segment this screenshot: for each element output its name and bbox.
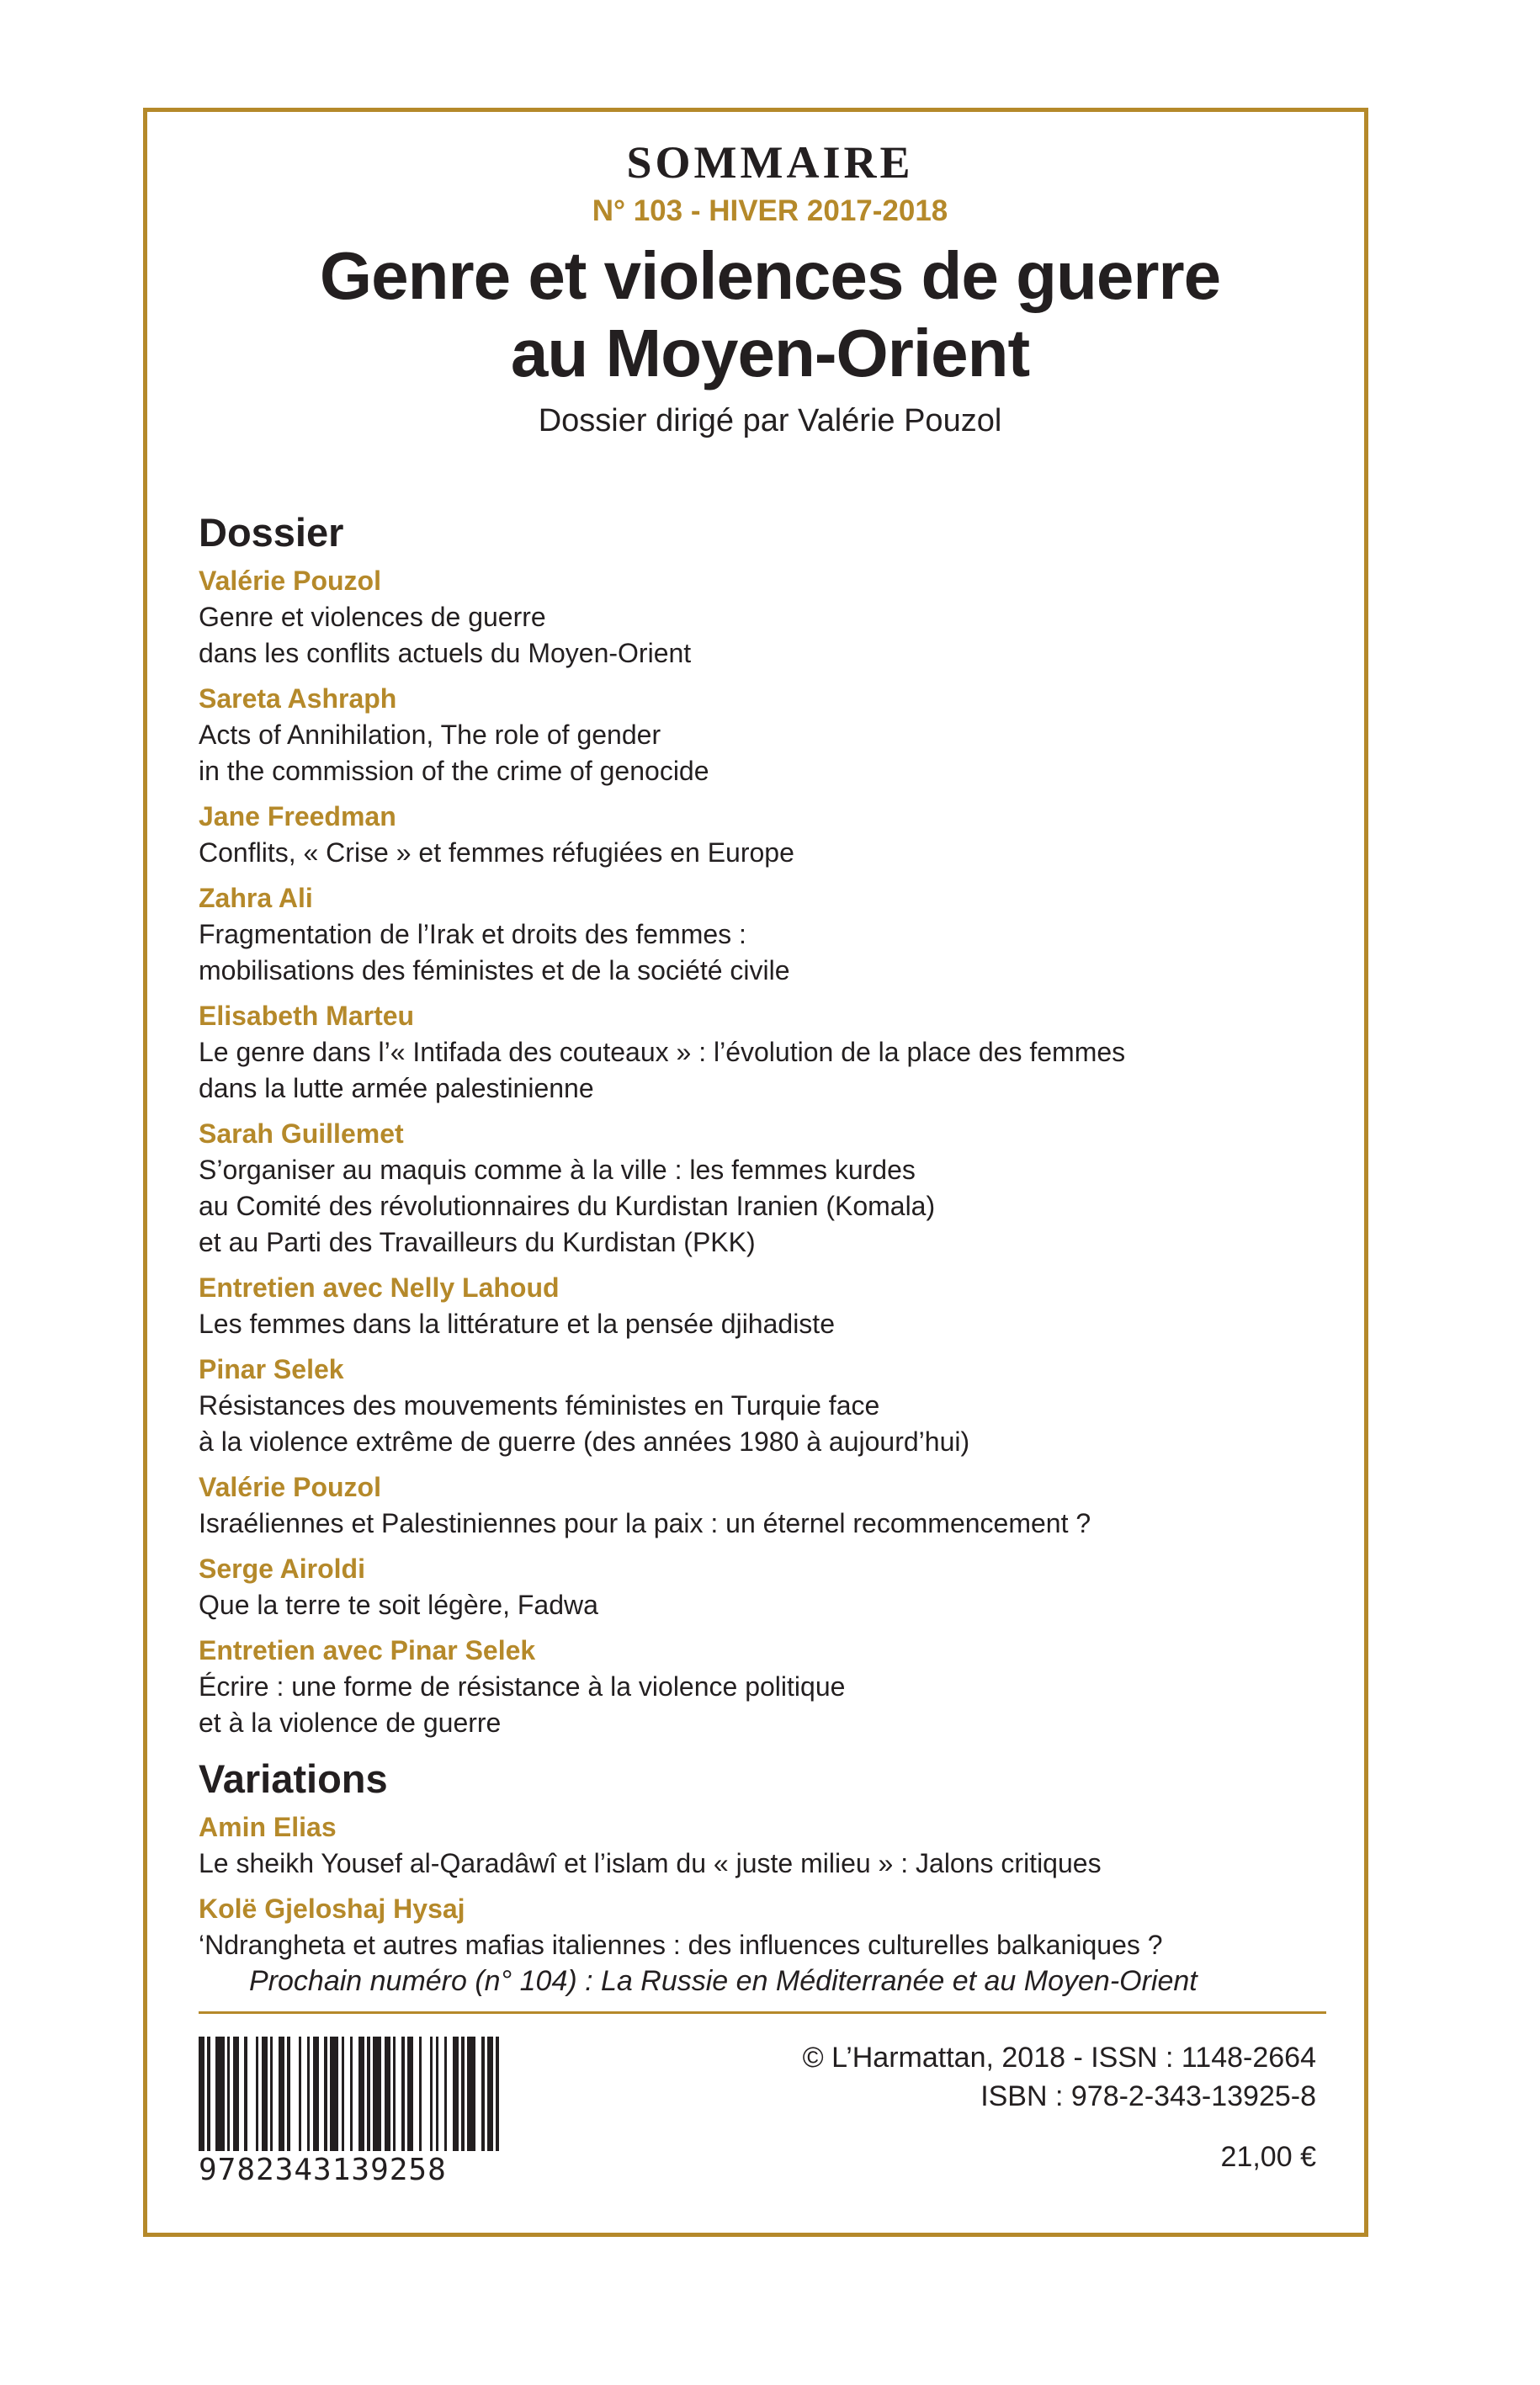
entry-title-line: ‘Ndrangheta et autres mafias italiennes : des influences culturelles balkaniques ? [199, 1930, 1163, 1960]
isbn: ISBN : 978-2-343-13925-8 [980, 2080, 1316, 2112]
barcode-bar [499, 2037, 505, 2151]
barcode-bar [290, 2037, 299, 2151]
barcode-bar [247, 2037, 256, 2151]
entry-title-line: dans la lutte armée palestinienne [199, 1073, 594, 1103]
barcode-bar [330, 2037, 338, 2151]
dossier-entry [199, 1469, 1343, 1542]
entry-author: Zahra Ali [199, 883, 313, 913]
entry-author: Kolë Gjeloshaj Hysaj [199, 1894, 465, 1924]
entry-title-line: à la violence extrême de guerre (des années 1980 à aujourd’hui) [199, 1426, 970, 1457]
barcode-bar [344, 2037, 350, 2151]
entry-title-line: in the commission of the crime of genocide [199, 756, 709, 786]
title-line-2: au Moyen-Orient [510, 316, 1030, 390]
barcode-bar [273, 2037, 279, 2151]
dossier-entry [199, 1632, 1343, 1741]
entry-title-line: Fragmentation de l’Irak et droits des femmes : [199, 919, 746, 949]
footer-divider [199, 2011, 1326, 2014]
barcode-number: 9782343139258 [199, 2153, 447, 2187]
dossier-editor: Dossier dirigé par Valérie Pouzol [538, 403, 1002, 438]
entry-title-line: mobilisations des féministes et de la société civile [199, 955, 790, 985]
entry-author: Jane Freedman [199, 801, 396, 831]
barcode-bar [413, 2037, 419, 2151]
table-of-contents [199, 503, 1343, 1972]
entry-title-line: Que la terre te soit légère, Fadwa [199, 1590, 598, 1620]
entry-author: Sarah Guillemet [199, 1118, 404, 1149]
dossier-entry [199, 798, 1343, 871]
entry-title-line: Acts of Annihilation, The role of gender [199, 720, 661, 750]
entry-title-line: et à la violence de guerre [199, 1708, 502, 1738]
barcode-bar [239, 2037, 245, 2151]
entry-author: Valérie Pouzol [199, 566, 381, 596]
dossier-entry [199, 1269, 1343, 1342]
variations-list [199, 1809, 1343, 1963]
barcode-bar [467, 2037, 475, 2151]
barcode-bar [262, 2037, 268, 2151]
entry-title-line: S’organiser au maquis comme à la ville : les femmes kurdes [199, 1155, 916, 1185]
next-issue-note: Prochain numéro (n° 104) : La Russie en Méditerranée et au Moyen-Orient [249, 1965, 1197, 1997]
barcode-bars [199, 2037, 505, 2151]
dossier-title [0, 237, 1540, 392]
entry-title-line: Le sheikh Yousef al-Qaradâwî et l’islam du « juste milieu » : Jalons critiques [199, 1848, 1102, 1878]
dossier-entry [199, 562, 1343, 672]
entry-title-line: Écrire : une forme de résistance à la violence politique [199, 1671, 846, 1702]
entry-title-line: Résistances des mouvements féministes en Turquie face [199, 1390, 880, 1421]
entry-author: Pinar Selek [199, 1354, 344, 1384]
barcode [199, 2037, 505, 2191]
barcode-bar [487, 2037, 493, 2151]
barcode-bar [396, 2037, 401, 2151]
entry-author: Entretien avec Nelly Lahoud [199, 1272, 560, 1303]
price: 21,00 € [1220, 2141, 1316, 2173]
barcode-bar [407, 2037, 413, 2151]
copyright-issn: © L’Harmattan, 2018 - ISSN : 1148-2664 [802, 2042, 1316, 2074]
barcode-bar [358, 2037, 364, 2151]
entry-title-line: et au Parti des Travailleurs du Kurdistan (PKK) [199, 1227, 756, 1257]
dossier-list [199, 562, 1343, 1741]
entry-title-line: Israéliennes et Palestiniennes pour la paix : un éternel recommencement ? [199, 1508, 1091, 1538]
barcode-bar [210, 2037, 216, 2151]
entry-author: Entretien avec Pinar Selek [199, 1635, 536, 1665]
issue-number: N° 103 - HIVER 2017-2018 [592, 194, 948, 227]
entry-title-line: Le genre dans l’« Intifada des couteaux » : l’évolution de la place des femmes [199, 1037, 1126, 1067]
barcode-bar [233, 2037, 239, 2151]
barcode-bar [422, 2037, 430, 2151]
entry-author: Elisabeth Marteu [199, 1001, 415, 1031]
entry-title-line: au Comité des révolutionnaires du Kurdistan Iranien (Komala) [199, 1191, 936, 1221]
barcode-bar [385, 2037, 390, 2151]
title-line-1: Genre et violences de guerre [319, 238, 1221, 313]
dossier-entry [199, 997, 1343, 1107]
dossier-entry [199, 680, 1343, 789]
barcode-bar [313, 2037, 319, 2151]
dossier-entry [199, 879, 1343, 989]
barcode-bar [279, 2037, 284, 2151]
barcode-bar [215, 2037, 224, 2151]
section-heading-variations: Variations [199, 1756, 388, 1801]
sommaire-heading: SOMMAIRE [626, 137, 914, 188]
dossier-entry [199, 1115, 1343, 1261]
dossier-entry [199, 1550, 1343, 1623]
barcode-bar [373, 2037, 381, 2151]
section-heading-dossier: Dossier [199, 510, 344, 555]
publication-info [803, 2038, 1316, 2176]
barcode-bar [447, 2037, 453, 2151]
variations-entry [199, 1890, 1343, 1963]
entry-title-line: Conflits, « Crise » et femmes réfugiées en Europe [199, 837, 794, 868]
barcode-bar [438, 2037, 444, 2151]
entry-title-line: dans les conflits actuels du Moyen-Orient [199, 638, 692, 668]
barcode-bar [353, 2037, 358, 2151]
header [0, 136, 1540, 443]
dossier-entry [199, 1351, 1343, 1460]
entry-title-line: Les femmes dans la littérature et la pensée djihadiste [199, 1309, 835, 1339]
barcode-bar [301, 2037, 307, 2151]
entry-author: Serge Airoldi [199, 1554, 365, 1584]
barcode-bar [453, 2037, 459, 2151]
entry-author: Sareta Ashraph [199, 683, 397, 714]
entry-author: Amin Elias [199, 1812, 337, 1842]
entry-author: Valérie Pouzol [199, 1472, 381, 1502]
barcode-bar [475, 2037, 481, 2151]
variations-entry [199, 1809, 1343, 1882]
entry-title-line: Genre et violences de guerre [199, 602, 546, 632]
barcode-bar [319, 2037, 325, 2151]
barcode-bar [199, 2037, 204, 2151]
